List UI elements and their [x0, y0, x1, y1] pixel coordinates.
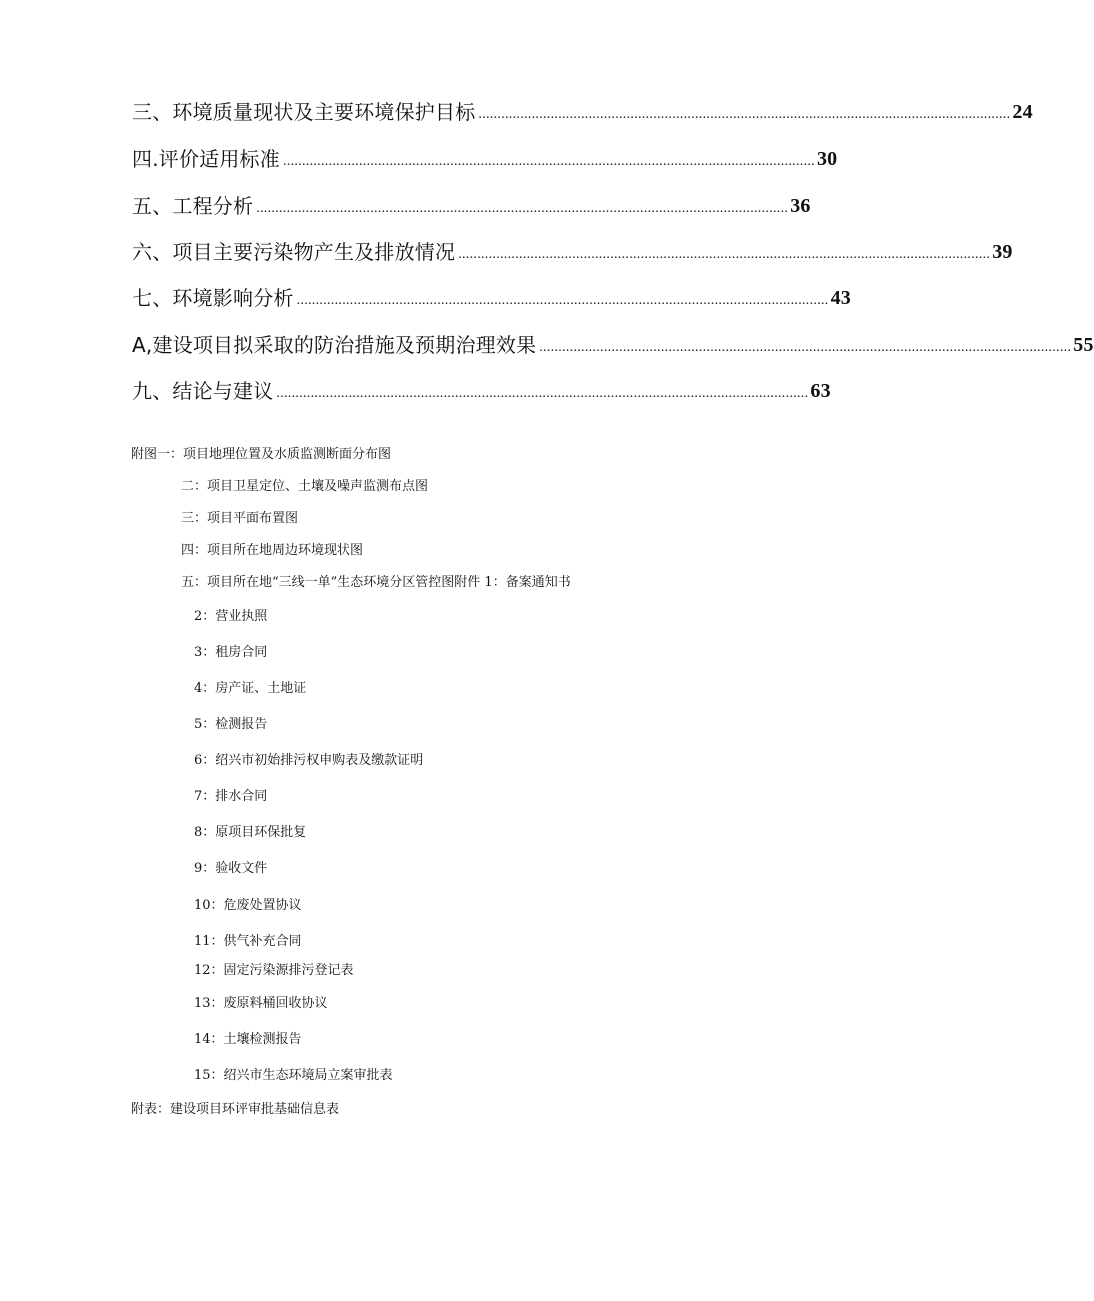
toc-entry-page: 43: [830, 287, 852, 309]
figure-item: 附图一：项目地理位置及水质监测断面分布图: [131, 447, 392, 462]
toc-entry-title: 九、结论与建议: [132, 379, 274, 403]
toc-entry[interactable]: [132, 238, 1013, 266]
toc-entry-page: 36: [790, 195, 811, 217]
attachment-item: 10：危废处置协议: [194, 898, 302, 913]
toc-entry-page: 39: [992, 241, 1013, 263]
toc-entry-title: A,建设项目拟采取的防治措施及预期治理效果: [132, 333, 537, 357]
attachment-item: 4：房产证、土地证: [194, 681, 307, 696]
attachment-item: 5：检测报告: [194, 717, 268, 732]
attachment-item: 11：供气补充合同: [194, 934, 302, 949]
figure-item: 四：项目所在地周边环境现状图: [181, 543, 364, 558]
toc-leader-dots: ............................................................................................................................................: [282, 154, 815, 169]
attachment-item: 14：土壤检测报告: [194, 1032, 302, 1047]
figure-item: 五：项目所在地“三线一单”生态环境分区管控图附件 1：备案通知书: [181, 575, 571, 590]
attachment-item: 6：绍兴市初始排污权申购表及缴款证明: [194, 753, 424, 768]
toc-leader-dots: ............................................................................................................................................: [478, 107, 1011, 122]
table-note: 附表：建设项目环评审批基础信息表: [131, 1102, 340, 1117]
attachment-item: 12：固定污染源排污登记表: [194, 963, 354, 978]
toc-entry[interactable]: [132, 192, 811, 220]
toc-entry-title: 七、环境影响分析: [132, 286, 294, 310]
toc-leader-dots: ............................................................................................................................................: [256, 201, 789, 216]
toc-entry-page: 30: [816, 148, 838, 170]
toc-leader-dots: ............................................................................................................................................: [276, 386, 809, 401]
attachment-item: 13：废原料桶回收协议: [194, 996, 328, 1011]
toc-leader-dots: ............................................................................................................................................: [458, 247, 991, 262]
toc-entry-title: 四.评价适用标准: [132, 147, 280, 171]
toc-leader-dots: ............................................................................................................................................: [539, 340, 1072, 355]
toc-entry-page: 24: [1012, 101, 1033, 123]
attachment-item: 15：绍兴市生态环境局立案审批表: [194, 1068, 393, 1083]
attachment-item: 2：营业执照: [194, 609, 268, 624]
toc-entry-title: 三、环境质量现状及主要环境保护目标: [132, 100, 476, 124]
toc-entry-page: 55: [1073, 334, 1094, 356]
toc-entry[interactable]: [132, 331, 1094, 359]
attachment-item: 9：验收文件: [194, 861, 268, 876]
attachment-item: 7：排水合同: [194, 789, 268, 804]
toc-entry[interactable]: [132, 98, 1033, 126]
attachment-item: 8：原项目环保批复: [194, 825, 307, 840]
figure-item: 二：项目卫星定位、土壤及噪声监测布点图: [181, 479, 429, 494]
toc-entry-title: 五、工程分析: [132, 194, 254, 218]
toc-leader-dots: ............................................................................................................................................: [296, 293, 829, 308]
toc-entry[interactable]: [132, 377, 831, 405]
toc-entry[interactable]: [132, 145, 838, 173]
figure-item: 三：项目平面布置图: [181, 511, 299, 526]
attachment-item: 3：租房合同: [194, 645, 268, 660]
toc-entry[interactable]: [132, 284, 852, 312]
toc-entry-title: 六、项目主要污染物产生及排放情况: [132, 240, 456, 264]
toc-entry-page: 63: [810, 380, 831, 402]
